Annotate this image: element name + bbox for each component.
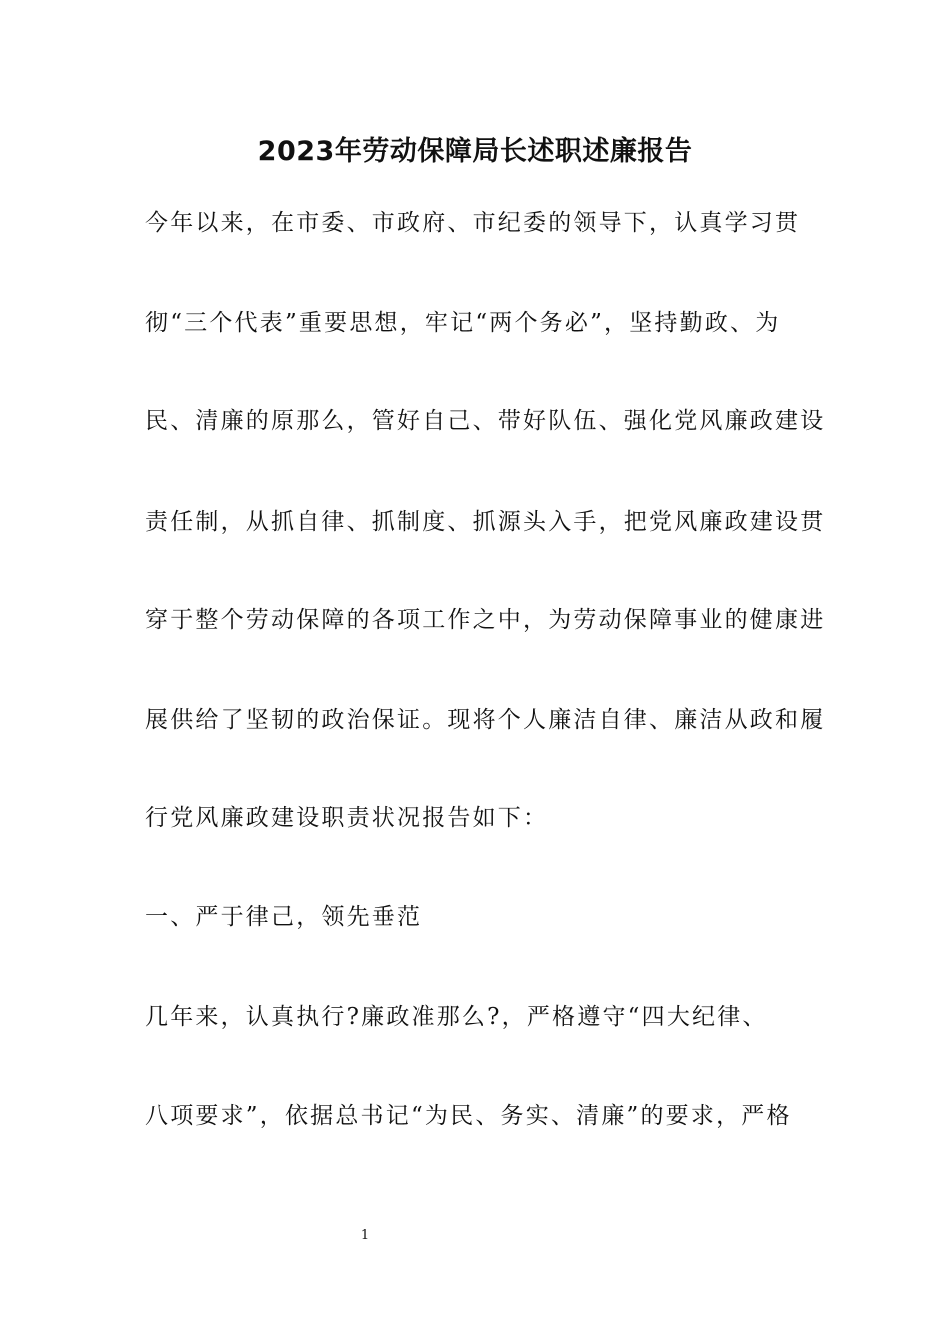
body-line: 民、清廉的原那么，管好自己、带好队伍、强化党风廉政建设 [145,408,826,434]
body-line: 行党风廉政建设职责状况报告如下： [145,805,549,831]
body-line: 八项要求”，依据总书记“为民、务实、清廉”的要求，严格 [145,1103,792,1129]
document-title: 2023年劳动保障局长述职述廉报告 [257,136,693,167]
page-number: 1 [360,1228,370,1243]
body-line: 今年以来，在市委、市政府、市纪委的领导下，认真学习贯 [145,210,801,236]
body-line: 责任制，从抓自律、抓制度、抓源头入手，把党风廉政建设贯 [145,509,826,535]
body-line: 彻“三个代表”重要思想，牢记“两个务必”，坚持勤政、为 [145,310,781,336]
body-line: 几年来，认真执行?廉政准那么?，严格遵守“四大纪律、 [145,1004,768,1030]
body-line: 展供给了坚韧的政治保证。现将个人廉洁自律、廉洁从政和履 [145,707,826,733]
section-heading: 一、严于律己，领先垂范 [145,904,423,930]
body-line: 穿于整个劳动保障的各项工作之中，为劳动保障事业的健康进 [145,607,826,633]
